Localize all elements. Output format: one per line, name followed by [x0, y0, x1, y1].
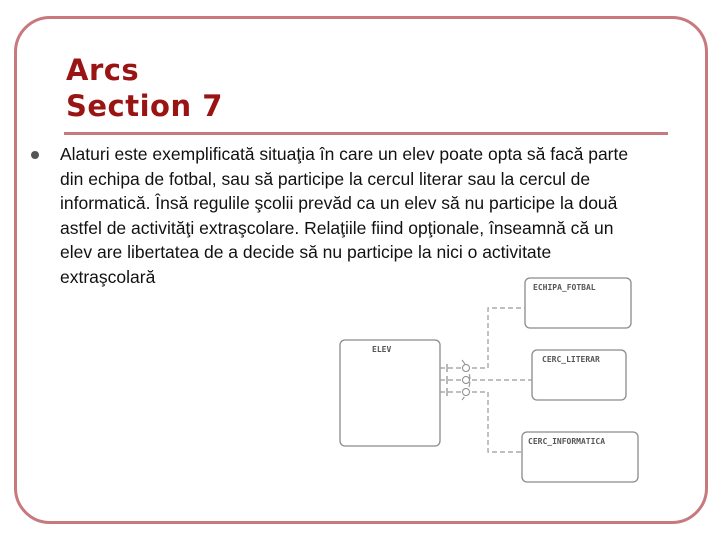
- relationship-lines: [440, 308, 532, 452]
- rel-line-fotbal: [440, 308, 525, 368]
- slide-paragraph: Alaturi este exemplificată situaţia în care un elev poate opta să facă parte din echipa de fotbal, sau să participe la cercul literar sau la cercul de informatică. Însă regulile şcolii prevăd ca un elev să nu participe la două astfel de activităţi extraşcolare. Relaţiile fiind opţionale, înseamnă că un elev are libertatea de a decide să nu participe la nici o activitate extraşcolară: [60, 144, 629, 287]
- entity-cerc-literar-label: CERC_LITERAR: [542, 355, 600, 364]
- entity-echipa-fotbal: [525, 278, 631, 328]
- title-line-1: Arcs: [66, 53, 140, 87]
- arc-marker-icon: [463, 365, 470, 372]
- rel-line-informatica: [440, 392, 522, 452]
- arc-marker-icon: [463, 377, 470, 384]
- entity-cerc-informatica: [522, 432, 638, 482]
- entity-cerc-literar: [532, 350, 626, 400]
- entity-elev-label: ELEV: [372, 345, 392, 354]
- entity-cerc-informatica-label: CERC_INFORMATICA: [528, 437, 606, 446]
- entity-echipa-fotbal-label: ECHIPA_FOTBAL: [533, 283, 596, 292]
- entity-elev: [340, 340, 440, 446]
- title-line-2: Section 7: [66, 89, 223, 123]
- entity-elev-box: [340, 340, 440, 446]
- arc-marker-icon: [463, 389, 470, 396]
